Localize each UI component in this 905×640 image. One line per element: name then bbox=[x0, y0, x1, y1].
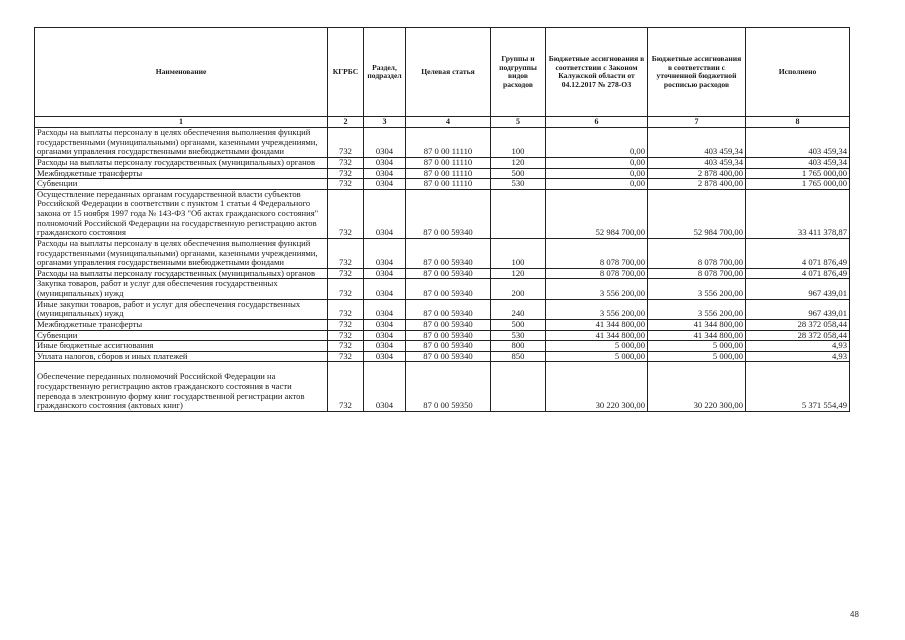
row-executed-amount: 967 439,01 bbox=[746, 279, 850, 299]
row-section: 0304 bbox=[364, 362, 406, 412]
row-group bbox=[491, 189, 546, 238]
table-row bbox=[35, 362, 850, 412]
table-row bbox=[35, 128, 850, 158]
column-number: 8 bbox=[746, 117, 850, 128]
row-target: 87 0 00 59340 bbox=[406, 189, 491, 238]
row-name: Обеспечение переданных полномочий Российской Федерации на государственную регистрацию актов гражданского состояния в части перевода в электронную форму книг государственной регистрации актов гражданского состояния (актовых книг) bbox=[35, 362, 328, 412]
table-row bbox=[35, 330, 850, 341]
header-row bbox=[35, 28, 850, 117]
row-law-amount: 8 078 700,00 bbox=[546, 268, 648, 279]
column-number-row bbox=[35, 117, 850, 128]
row-kgrbs: 732 bbox=[328, 362, 364, 412]
row-kgrbs: 732 bbox=[328, 168, 364, 179]
row-executed-amount: 5 371 554,49 bbox=[746, 362, 850, 412]
row-executed-amount: 33 411 378,87 bbox=[746, 189, 850, 238]
row-target: 87 0 00 59340 bbox=[406, 279, 491, 299]
row-group: 200 bbox=[491, 279, 546, 299]
row-section: 0304 bbox=[364, 299, 406, 319]
row-executed-amount: 403 459,34 bbox=[746, 128, 850, 158]
column-number: 1 bbox=[35, 117, 328, 128]
row-target: 87 0 00 59340 bbox=[406, 299, 491, 319]
row-section: 0304 bbox=[364, 157, 406, 168]
table-row bbox=[35, 189, 850, 238]
row-name: Осуществление переданных органам государственной власти субъектов Российской Федерации в соответствии с пунктом 1 статьи 4 Федерального закона от 15 ноября 1997 года № 143-ФЗ "Об актах гражданского состояния" полномочий Российской Федерации на государственную регистрацию актов гражданского состояния bbox=[35, 189, 328, 238]
header-section: Раздел, подраздел bbox=[364, 28, 406, 117]
row-executed-amount: 4,93 bbox=[746, 351, 850, 362]
row-kgrbs: 732 bbox=[328, 279, 364, 299]
row-executed-amount: 28 372 058,44 bbox=[746, 330, 850, 341]
row-group: 120 bbox=[491, 157, 546, 168]
row-executed-amount: 967 439,01 bbox=[746, 299, 850, 319]
header-updated-allocations: Бюджетные ассигнования в соответствии с уточненной бюджетной росписью расходов bbox=[648, 28, 746, 117]
row-section: 0304 bbox=[364, 330, 406, 341]
table-row bbox=[35, 238, 850, 268]
column-number: 4 bbox=[406, 117, 491, 128]
row-executed-amount: 403 459,34 bbox=[746, 157, 850, 168]
table-row bbox=[35, 268, 850, 279]
row-executed-amount: 4,93 bbox=[746, 341, 850, 352]
row-group bbox=[491, 362, 546, 412]
row-group: 530 bbox=[491, 330, 546, 341]
row-name: Закупка товаров, работ и услуг для обеспечения государственных (муниципальных) нужд bbox=[35, 279, 328, 299]
row-name: Субвенции bbox=[35, 179, 328, 190]
row-target: 87 0 00 11110 bbox=[406, 128, 491, 158]
row-group: 800 bbox=[491, 341, 546, 352]
row-section: 0304 bbox=[364, 128, 406, 158]
row-kgrbs: 732 bbox=[328, 351, 364, 362]
row-kgrbs: 732 bbox=[328, 268, 364, 279]
row-name: Расходы на выплаты персоналу в целях обеспечения выполнения функций государственными (муниципальными) органами, казенными учреждениями, органами управления государственными внебюджетными фондами bbox=[35, 128, 328, 158]
row-target: 87 0 00 59340 bbox=[406, 330, 491, 341]
row-executed-amount: 4 071 876,49 bbox=[746, 238, 850, 268]
row-law-amount: 8 078 700,00 bbox=[546, 238, 648, 268]
row-updated-amount: 52 984 700,00 bbox=[648, 189, 746, 238]
row-updated-amount: 41 344 800,00 bbox=[648, 330, 746, 341]
row-updated-amount: 2 878 400,00 bbox=[648, 168, 746, 179]
row-law-amount: 41 344 800,00 bbox=[546, 319, 648, 330]
row-section: 0304 bbox=[364, 238, 406, 268]
row-law-amount: 3 556 200,00 bbox=[546, 299, 648, 319]
page-number: 48 bbox=[850, 610, 859, 619]
row-kgrbs: 732 bbox=[328, 238, 364, 268]
row-name: Уплата налогов, сборов и иных платежей bbox=[35, 351, 328, 362]
row-law-amount: 5 000,00 bbox=[546, 351, 648, 362]
column-number: 6 bbox=[546, 117, 648, 128]
column-number: 3 bbox=[364, 117, 406, 128]
row-executed-amount: 1 765 000,00 bbox=[746, 168, 850, 179]
row-name: Иные бюджетные ассигнования bbox=[35, 341, 328, 352]
row-updated-amount: 3 556 200,00 bbox=[648, 299, 746, 319]
row-kgrbs: 732 bbox=[328, 341, 364, 352]
row-law-amount: 3 556 200,00 bbox=[546, 279, 648, 299]
row-group: 120 bbox=[491, 268, 546, 279]
row-group: 500 bbox=[491, 319, 546, 330]
row-updated-amount: 30 220 300,00 bbox=[648, 362, 746, 412]
row-name: Субвенции bbox=[35, 330, 328, 341]
row-kgrbs: 732 bbox=[328, 299, 364, 319]
row-law-amount: 0,00 bbox=[546, 168, 648, 179]
row-name: Расходы на выплаты персоналу государственных (муниципальных) органов bbox=[35, 268, 328, 279]
row-law-amount: 30 220 300,00 bbox=[546, 362, 648, 412]
row-updated-amount: 2 878 400,00 bbox=[648, 179, 746, 190]
row-updated-amount: 3 556 200,00 bbox=[648, 279, 746, 299]
row-updated-amount: 8 078 700,00 bbox=[648, 238, 746, 268]
row-target: 87 0 00 59340 bbox=[406, 268, 491, 279]
row-target: 87 0 00 11110 bbox=[406, 179, 491, 190]
row-target: 87 0 00 59340 bbox=[406, 319, 491, 330]
row-updated-amount: 403 459,34 bbox=[648, 157, 746, 168]
row-kgrbs: 732 bbox=[328, 189, 364, 238]
table-row bbox=[35, 341, 850, 352]
row-target: 87 0 00 59340 bbox=[406, 341, 491, 352]
column-number: 5 bbox=[491, 117, 546, 128]
row-updated-amount: 41 344 800,00 bbox=[648, 319, 746, 330]
header-target: Целевая статья bbox=[406, 28, 491, 117]
row-name: Иные закупки товаров, работ и услуг для обеспечения государственных (муниципальных) нужд bbox=[35, 299, 328, 319]
table-row bbox=[35, 351, 850, 362]
row-kgrbs: 732 bbox=[328, 330, 364, 341]
row-section: 0304 bbox=[364, 168, 406, 179]
header-groups: Группы и подгруппы видов расходов bbox=[491, 28, 546, 117]
row-kgrbs: 732 bbox=[328, 179, 364, 190]
row-group: 500 bbox=[491, 168, 546, 179]
row-group: 100 bbox=[491, 128, 546, 158]
row-section: 0304 bbox=[364, 279, 406, 299]
row-section: 0304 bbox=[364, 319, 406, 330]
table-row bbox=[35, 319, 850, 330]
row-section: 0304 bbox=[364, 341, 406, 352]
row-executed-amount: 28 372 058,44 bbox=[746, 319, 850, 330]
row-section: 0304 bbox=[364, 189, 406, 238]
row-kgrbs: 732 bbox=[328, 157, 364, 168]
row-law-amount: 52 984 700,00 bbox=[546, 189, 648, 238]
row-name: Расходы на выплаты персоналу в целях обеспечения выполнения функций государственными (муниципальными) органами, казенными учреждениями, органами управления государственными внебюджетными фондами bbox=[35, 238, 328, 268]
row-group: 850 bbox=[491, 351, 546, 362]
row-target: 87 0 00 11110 bbox=[406, 157, 491, 168]
row-target: 87 0 00 11110 bbox=[406, 168, 491, 179]
row-law-amount: 0,00 bbox=[546, 128, 648, 158]
row-executed-amount: 4 071 876,49 bbox=[746, 268, 850, 279]
row-kgrbs: 732 bbox=[328, 319, 364, 330]
header-law-allocations: Бюджетные ассигнования в соответствии с Законом Калужской области от 04.12.2017 № 278-ОЗ bbox=[546, 28, 648, 117]
table-row bbox=[35, 168, 850, 179]
header-kgrbs: КГРБС bbox=[328, 28, 364, 117]
row-updated-amount: 5 000,00 bbox=[648, 351, 746, 362]
row-kgrbs: 732 bbox=[328, 128, 364, 158]
column-number: 7 bbox=[648, 117, 746, 128]
row-updated-amount: 8 078 700,00 bbox=[648, 268, 746, 279]
header-executed: Исполнено bbox=[746, 28, 850, 117]
column-number: 2 bbox=[328, 117, 364, 128]
row-target: 87 0 00 59340 bbox=[406, 238, 491, 268]
row-updated-amount: 5 000,00 bbox=[648, 341, 746, 352]
row-group: 100 bbox=[491, 238, 546, 268]
row-name: Расходы на выплаты персоналу государственных (муниципальных) органов bbox=[35, 157, 328, 168]
table-row bbox=[35, 299, 850, 319]
row-updated-amount: 403 459,34 bbox=[648, 128, 746, 158]
table-row bbox=[35, 179, 850, 190]
row-section: 0304 bbox=[364, 351, 406, 362]
row-name: Межбюджетные трансферты bbox=[35, 319, 328, 330]
row-law-amount: 41 344 800,00 bbox=[546, 330, 648, 341]
table-row bbox=[35, 279, 850, 299]
row-section: 0304 bbox=[364, 268, 406, 279]
table-row bbox=[35, 157, 850, 168]
row-law-amount: 0,00 bbox=[546, 157, 648, 168]
row-executed-amount: 1 765 000,00 bbox=[746, 179, 850, 190]
header-name: Наименование bbox=[35, 28, 328, 117]
row-law-amount: 0,00 bbox=[546, 179, 648, 190]
row-law-amount: 5 000,00 bbox=[546, 341, 648, 352]
budget-table bbox=[34, 27, 850, 412]
row-target: 87 0 00 59350 bbox=[406, 362, 491, 412]
row-target: 87 0 00 59340 bbox=[406, 351, 491, 362]
row-section: 0304 bbox=[364, 179, 406, 190]
row-name: Межбюджетные трансферты bbox=[35, 168, 328, 179]
row-group: 530 bbox=[491, 179, 546, 190]
row-group: 240 bbox=[491, 299, 546, 319]
